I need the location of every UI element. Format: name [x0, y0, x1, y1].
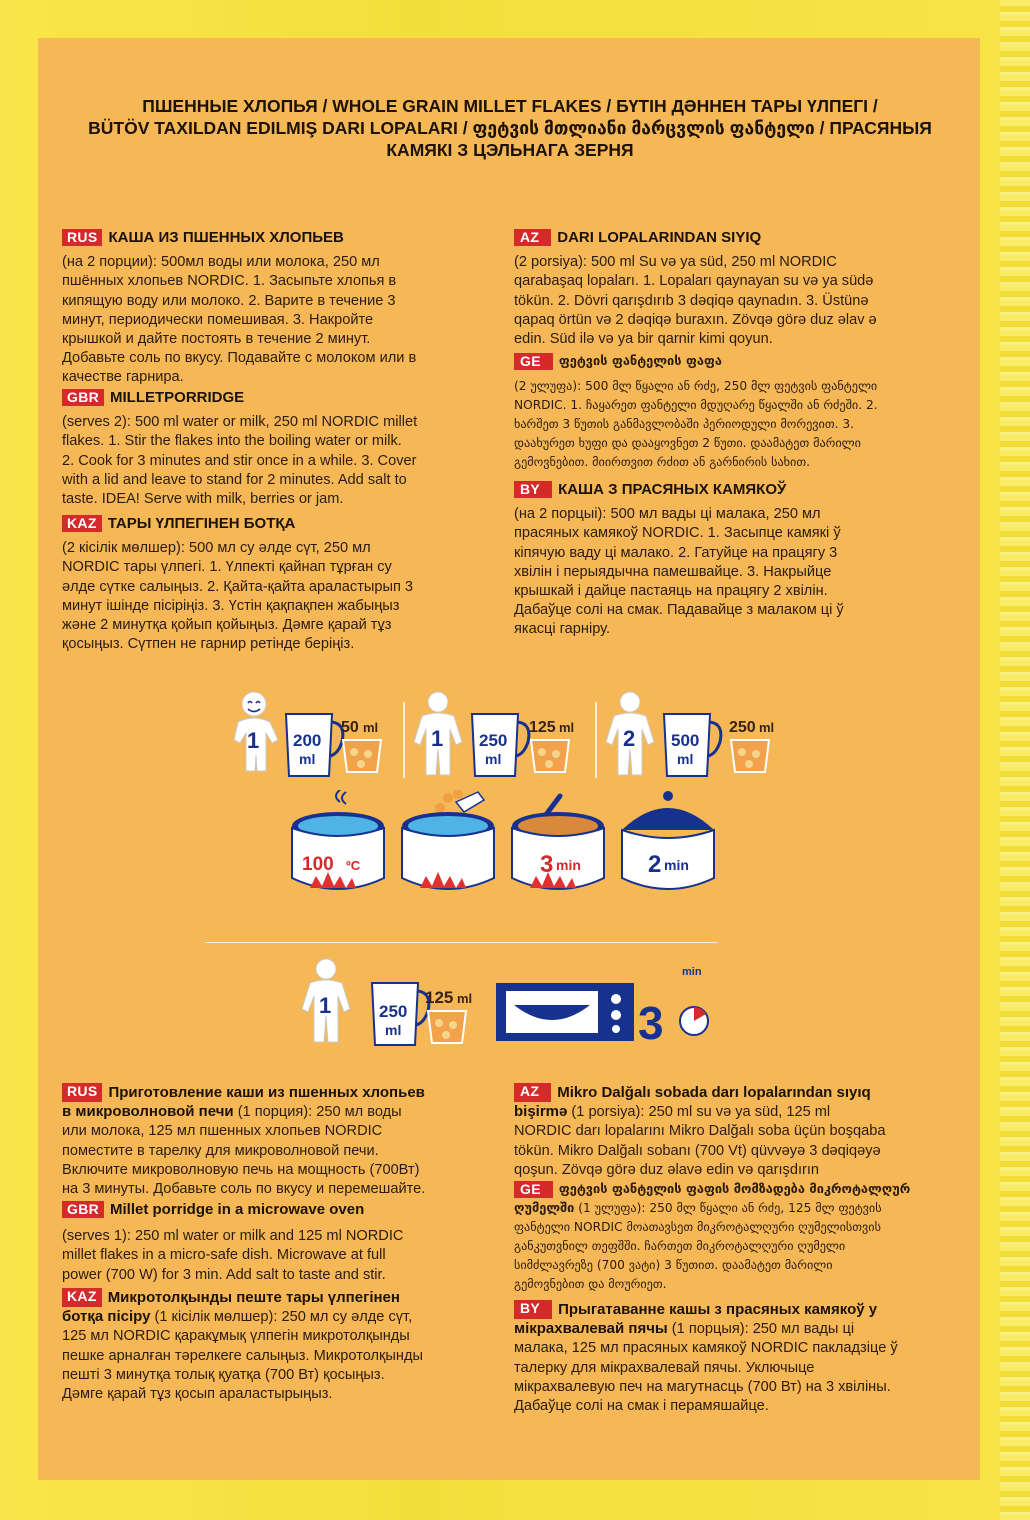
title-line: КАМЯКІ З ЦЭЛЬНАГА ЗЕРНЯ: [386, 140, 634, 160]
rest-time-value: 2: [648, 851, 662, 878]
microwave-az: [514, 1083, 974, 1180]
recipe-line: (на 2 порцыі): 500 мл вады ці малака, 250 мл: [514, 506, 821, 523]
measuring-jug-icon: [472, 714, 529, 776]
flakes-unit: ml: [363, 720, 379, 735]
recipe-line: taste. IDEA! Serve with milk, berries or jam.: [62, 491, 344, 508]
language-tag-rus: RUS: [62, 1083, 102, 1102]
recipe-line: пешті 3 минутқа толық қуатқа (700 Вт) қосыңыз.: [62, 1366, 385, 1383]
stirring-pot-icon: [512, 796, 604, 889]
flakes-cup-icon: [341, 719, 381, 772]
language-tag-gbr: GBR: [62, 1201, 104, 1218]
microwave-gbr: [62, 1200, 507, 1285]
language-tag-ge: GE: [514, 1181, 553, 1198]
recipe-line: (serves 2): 500 ml water or milk, 250 ml NORDIC millet: [62, 414, 418, 431]
recipe-line: 2. Cook for 3 minutes and stir once in a while. 3. Cover: [62, 452, 417, 469]
flakes-unit: ml: [759, 720, 775, 735]
recipe-line: ფანტელი NORDIC მოათავსეთ მიკროტალღური ღუმელისთვის: [514, 1220, 881, 1235]
microwave-icon: [496, 983, 634, 1041]
recipe-title-line: ботқа пісіру: [62, 1308, 151, 1326]
measuring-jug-icon: [372, 983, 429, 1045]
water-amount: 500: [671, 731, 700, 750]
recipe-rus: [62, 228, 502, 388]
temperature-unit: ºC: [346, 858, 361, 873]
recipe-title-line: мікрахвалевай пячы: [514, 1320, 668, 1338]
recipe-line: (serves 1): 250 ml water or milk and 125 ml NORDIC: [62, 1228, 404, 1245]
recipe-title-line: Прыгатаванне кашы з прасяных камякоў у: [558, 1301, 878, 1318]
timer-icon: [638, 966, 708, 1049]
temperature-value: 100: [302, 854, 334, 875]
recipe-title-line: в микроволновой печи: [62, 1103, 234, 1121]
recipe-line: NORDIC darı lopalarını Mikro Dalğalı soba üçün boşqaba: [514, 1123, 886, 1140]
recipe-line: with a lid and leave to stand for 2 minutes. Add salt to: [62, 471, 407, 488]
flakes-amount: 250: [729, 719, 756, 736]
flakes-amount: 125: [529, 719, 556, 736]
flakes-cup-icon: [425, 988, 472, 1043]
language-tag-by: BY: [514, 1300, 552, 1319]
language-tag-kaz: KAZ: [62, 1288, 102, 1307]
recipe-line: Дәмге қарай тұз қосып араластырыңыз.: [62, 1386, 333, 1403]
recipe-title: ТАРЫ ҮЛПЕГІНЕН БОТҚА: [107, 515, 296, 532]
people-count: 1: [319, 993, 332, 1018]
language-tag-kaz: KAZ: [62, 515, 102, 532]
recipe-line: кипящую воду или молоко. 2. Варите в течение 3: [62, 292, 396, 309]
recipe-line: გემოვნებით და მოურიეთ.: [514, 1277, 667, 1292]
recipe-line: якасці гарніру.: [514, 621, 611, 638]
portion-child: [234, 692, 381, 776]
recipe-line: талерку для мікрахвалевай пячы. Уключыце: [514, 1359, 815, 1376]
recipe-line: NORDIC. 1. ჩაყარეთ ფანტელი მდუღარე წყალში ან რძეში. 2.: [514, 398, 878, 413]
recipe-title: КАША З ПРАСЯНЫХ КАМЯКОЎ: [558, 481, 787, 498]
recipe-line: қосыңыз. Сүтпен не гарнир ретінде беріңіз.: [62, 636, 355, 653]
recipe-line: NORDIC тары үлпегі. 1. Үлпекті қайнап тұрған су: [62, 559, 392, 576]
recipe-title-line: ფეტვის ფანტელის ფაფის მომზადება მიკროტალღურ: [558, 1182, 911, 1197]
recipe-line: flakes. 1. Stir the flakes into the boiling water or milk.: [62, 433, 402, 450]
title-line: ПШЕННЫЕ ХЛОПЬЯ / WHOLE GRAIN MILLET FLAKES / БҮТІН ДӘННЕН ТАРЫ ҮЛПЕГІ /: [142, 96, 878, 116]
recipe-title-line: ღუმელში: [514, 1201, 575, 1217]
recipe-line: пшённых хлопьев NORDIC. 1. Засыпьте хлопья в: [62, 273, 397, 290]
recipe-line: (1 porsiya): 250 ml su və ya süd, 125 ml: [567, 1104, 831, 1121]
microwave-kaz: [62, 1288, 507, 1404]
child-icon: [234, 692, 278, 771]
recipe-line: Дабаўце солі на смак. Падавайце з малаком ці ў: [514, 602, 844, 619]
recipe-line: минут, периодически помешивая. 3. Накройте: [62, 311, 374, 328]
recipe-title: DARI LOPALARINDAN SIYIQ: [557, 229, 762, 246]
recipe-line: (1 кісілік мөлшер): 250 мл су әлде сүт,: [150, 1309, 413, 1326]
recipe-line: სიმძლავრეზე (700 ვატი) 3 წუთით. დაამატეთ მარილი: [514, 1258, 833, 1273]
portion-chart: [226, 682, 786, 782]
language-tag-rus: RUS: [62, 229, 102, 246]
water-unit: ml: [677, 751, 694, 767]
people-count: 1: [431, 726, 444, 751]
microwave-time-unit: min: [682, 966, 702, 978]
language-tag-az: AZ: [514, 229, 551, 246]
recipe-line: или молока, 125 мл пшенных хлопьев NORDIC: [62, 1123, 383, 1140]
recipe-line: ხარშეთ 3 წუთის განმავლობაში პერიოდული მორევით. 3.: [514, 417, 854, 432]
page-title: [60, 95, 960, 161]
portion-two-people: [606, 692, 774, 776]
microwave-time-value: 3: [638, 997, 664, 1049]
recipe-line: және 2 минутқа қойып қойыңыз. Дәмге қарай тұз: [62, 617, 392, 634]
recipe-title-line: Приготовление каши из пшенных хлопьев: [108, 1084, 425, 1101]
person-icon: [414, 692, 462, 775]
recipe-line: (1 порцыя): 250 мл вады ці: [667, 1321, 855, 1338]
recipe-line: qapaq örtün və 2 dəqiqə buraxın. Zövqə görə duz əlav ə: [514, 311, 877, 328]
recipe-line: გემოვნებით. მიირთვით რძით ან გარნირის სახით.: [514, 455, 810, 470]
recipe-line: (1 порция): 250 мл воды: [233, 1104, 402, 1121]
recipe-title: ფეტვის ფანტელის ფაფა: [558, 354, 722, 369]
recipe-line: დაახურეთ ხუფი და დააყოვნეთ 2 წუთი. დაამატეთ მარილი: [514, 436, 861, 451]
recipe-title-line: bişirmə: [514, 1103, 568, 1121]
cooking-steps: [280, 790, 740, 902]
person-icon: [606, 692, 654, 775]
recipe-line: (2 ულუფა): 500 მლ წყალი ან რძე, 250 მლ ფეტვის ფანტელი: [514, 379, 878, 394]
recipe-line: кіпячую ваду ці малако. 2. Гатуйце на працягу 3: [514, 544, 838, 561]
recipe-line: Добавьте соль по вкусу. Подавайте с молоком или в: [62, 350, 417, 367]
person-icon: [302, 959, 350, 1042]
language-tag-az: AZ: [514, 1083, 551, 1102]
flakes-cup-icon: [529, 719, 574, 772]
recipe-line: крышкой и дайте постоять в течение 2 минут.: [62, 331, 371, 348]
microwave-rus: [62, 1083, 507, 1199]
recipe-line: малака, 125 мл прасяных камякоў NORDIC пакладзіце ў: [514, 1340, 898, 1357]
rest-time-unit: min: [664, 857, 689, 873]
recipe-az: [514, 228, 974, 349]
recipe-line: tökün. Mikro Dalğalı sobanı (700 Vt) qüvvəyə 3 dəqiqəyə: [514, 1142, 881, 1159]
recipe-gbr: [62, 388, 507, 509]
language-tag-gbr: GBR: [62, 389, 104, 406]
add-flakes-pot-icon: [402, 790, 494, 889]
recipe-line: millet flakes in a micro-safe dish. Microwave at full: [62, 1247, 386, 1264]
recipe-title: MILLETPORRIDGE: [110, 389, 245, 406]
language-tag-by: BY: [514, 481, 552, 498]
flakes-amount: 125: [425, 988, 454, 1007]
recipe-line: пешке арналған тәрелкеге салыңыз. Микротолқынды: [62, 1347, 423, 1364]
microwave-by: [514, 1300, 974, 1416]
recipe-line: качестве гарнира.: [62, 369, 184, 386]
water-amount: 250: [479, 731, 508, 750]
recipe-title-line: Mikro Dalğalı sobada darı lopalarından sıyıq: [557, 1084, 871, 1101]
recipe-line: (1 ულუფა): 250 მლ წყალი ან რძე, 125 მლ ფეტვის: [574, 1201, 882, 1216]
microwave-ge: [514, 1180, 974, 1294]
recipe-line: минут ішінде пісіріңіз. 3. Үстін қақпақпен жабыңыз: [62, 597, 400, 614]
recipe-title: Millet porridge in a microwave oven: [110, 1201, 365, 1218]
portion-adult: [414, 692, 574, 776]
water-unit: ml: [485, 751, 502, 767]
flakes-amount: 50: [341, 719, 359, 736]
cook-time-unit: min: [556, 857, 581, 873]
recipe-line: Дабаўце солі на смак і перамяшайце.: [514, 1398, 769, 1415]
recipe-title-line: Микротолқынды пеште тары үлпегінен: [107, 1289, 400, 1306]
recipe-line: мікрахвалевую печ на магутнасць (700 Вт) на 3 хвіліны.: [514, 1378, 891, 1395]
title-line: BÜTÖV TAXILDAN EDILMIŞ DARI LOPALARI / ფეტვის მთლიანი მარცვლის ფანტელი / ПРАСЯНЫЯ: [88, 118, 932, 138]
recipe-line: прасяных камякоў NORDIC. 1. Засыпце камякі ў: [514, 525, 841, 542]
measuring-jug-icon: [664, 714, 721, 776]
recipe-line: хвілін і перыядычна памешвайце. 3. Накрыйце: [514, 563, 832, 580]
recipe-kaz: [62, 514, 502, 654]
flakes-cup-icon: [729, 719, 774, 772]
recipe-line: (2 кісілік мөлшер): 500 мл су әлде сүт, 250 мл: [62, 540, 371, 557]
recipe-line: Включите микроволновую печь на мощность (700Вт): [62, 1161, 420, 1178]
water-amount: 250: [379, 1002, 408, 1021]
water-amount: 200: [293, 731, 322, 750]
boiling-pot-icon: [292, 790, 384, 889]
recipe-line: განკუთვნილ თეფშში. ჩართეთ მიკროტალღური ღუმელი: [514, 1239, 846, 1254]
recipe-title: КАША ИЗ ПШЕННЫХ ХЛОПЬЕВ: [108, 229, 344, 246]
recipe-line: qarabaşaq lopaları. 1. Lopaları qaynayan su və ya südə: [514, 273, 874, 290]
section-divider: [205, 942, 718, 943]
microwave-steps: [300, 955, 730, 1055]
people-count: 2: [623, 726, 636, 751]
recipe-by: [514, 480, 974, 640]
flakes-unit: ml: [559, 720, 575, 735]
covered-pot-icon: [622, 791, 714, 889]
cook-time-value: 3: [540, 851, 554, 878]
recipe-line: на 3 минуты. Добавьте соль по вкусу и перемешайте.: [62, 1181, 426, 1198]
recipe-line: 125 мл NORDIC қаракұмық үлпегін микротолқынды: [62, 1328, 410, 1345]
recipe-line: (на 2 порции): 500мл воды или молока, 250 мл: [62, 254, 380, 271]
recipe-line: әлде сүтке салыңыз. 2. Қайта-қайта араластырып 3: [62, 578, 414, 595]
water-unit: ml: [299, 751, 316, 767]
recipe-line: tökün. 2. Dövri qarışdırıb 3 dəqiqə qaynadın. 3. Üstünə: [514, 292, 869, 309]
water-unit: ml: [385, 1022, 402, 1038]
recipe-line: power (700 W) for 3 min. Add salt to taste and stir.: [62, 1266, 386, 1283]
recipe-ge: [514, 352, 974, 472]
recipe-line: поместите в тарелку для микроволновой печи.: [62, 1142, 379, 1159]
flakes-unit: ml: [457, 991, 473, 1006]
people-count: 1: [247, 728, 260, 753]
language-tag-ge: GE: [514, 353, 553, 370]
recipe-line: edin. Süd ilə və ya bir qarnir kimi qoyun.: [514, 331, 773, 348]
recipe-line: (2 porsiya): 500 ml Su və ya süd, 250 ml NORDIC: [514, 254, 837, 271]
measuring-jug-icon: [286, 714, 343, 776]
recipe-line: крышкай і дайце пастаяць на працягу 2 хвілін.: [514, 583, 828, 600]
recipe-line: qoşun. Zövqə görə duz əlavə edin və qarışdırın: [514, 1161, 820, 1178]
